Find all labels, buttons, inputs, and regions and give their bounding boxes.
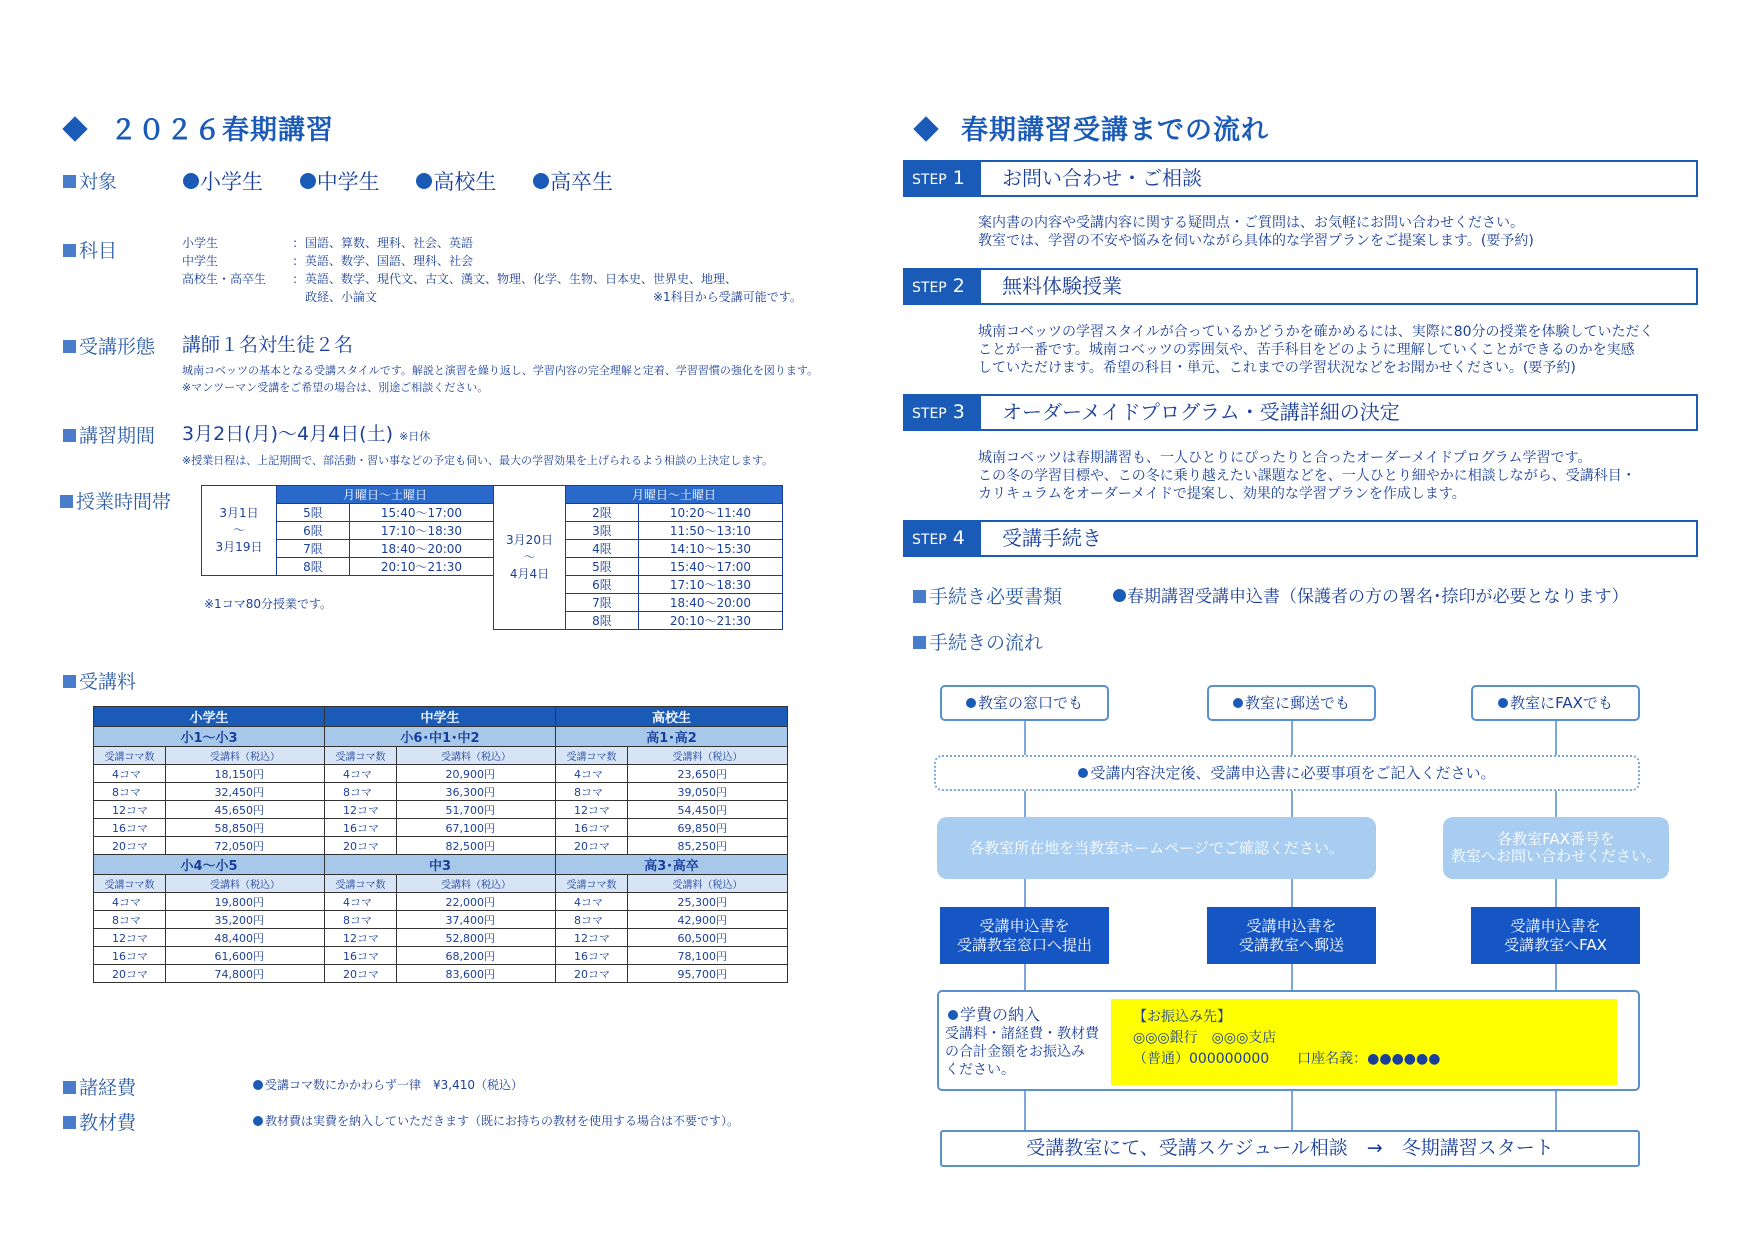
step-title: 無料体験授業 <box>1002 274 1122 298</box>
bullet-icon <box>300 173 316 189</box>
misc-value: 受講コマ数にかかわらず一律 ¥3,410（税込） <box>253 1076 523 1094</box>
flow-label: 手続きの流れ <box>913 628 1043 655</box>
period-label: 講習期間 <box>63 421 155 448</box>
left-section-title: ２０２６春期講習 <box>66 108 334 147</box>
bank-title: 【お振込み先】 <box>1133 1009 1231 1025</box>
style-desc: 城南コベッツの基本となる受講スタイルです。解説と演習を繰り返し、学習内容の完全理解と定着、学習習慣の強化を図ります。 ※マンツーマン受講をご希望の場合は、別途ご相談ください。 <box>182 364 819 394</box>
submit-mail: 受講申込書を 受講教室へ郵送 <box>1207 907 1376 964</box>
table-row: 16コマ 61,600円 16コマ 68,200円 16コマ 78,100円 <box>94 947 788 965</box>
bullet-icon <box>948 1010 958 1020</box>
timetable-1-range: 3月1日 ～ 3月19日 <box>202 486 277 576</box>
timetable-2-range: 3月20日 ～ 4月4日 <box>494 486 566 630</box>
square-bullet-icon <box>913 590 926 603</box>
final-step-box: 受講教室にて、受講スケジュール相談 → 冬期講習スタート <box>940 1130 1640 1167</box>
target-item: 高校生 <box>416 170 496 194</box>
timetable-1: 3月1日 ～ 3月19日 月曜日～土曜日 5限 15:40～17:00 6限 17:10～18:30 7限 18:40～20:00 8限 20:10～21:30 <box>201 485 494 576</box>
material-label: 教材費 <box>63 1108 136 1135</box>
bullet-icon <box>533 173 549 189</box>
table-row: 8コマ 32,450円 8コマ 36,300円 8コマ 39,050円 <box>94 783 788 801</box>
payment-box <box>937 990 1640 1091</box>
bullet-icon <box>1113 589 1126 602</box>
bank-line-2: （普通）000000000 口座名義：●●●●●● <box>1133 1051 1441 1067</box>
table-row: 4コマ 19,800円 4コマ 22,000円 4コマ 25,300円 <box>94 893 788 911</box>
step-tag: STEP 4 <box>903 520 981 557</box>
timetable-note: ※1コマ80分授業です。 <box>204 597 332 611</box>
step-title: オーダーメイドプログラム・受講詳細の決定 <box>1002 400 1400 424</box>
bullet-icon <box>1233 698 1243 708</box>
square-bullet-icon <box>63 675 76 688</box>
bullet-icon <box>183 173 199 189</box>
square-bullet-icon <box>63 340 76 353</box>
bullet-icon <box>253 1116 263 1126</box>
confirm-fax-box: 各教室FAX番号を 教室へお問い合わせください。 <box>1443 817 1669 879</box>
diamond-icon <box>913 116 938 141</box>
timetable-2-header: 月曜日～土曜日 <box>566 486 783 504</box>
subjects-lists: 国語、算数、理科、社会、英語 英語、数学、国語、理科、社会 英語、数学、現代文、古文、漢文、物理、化学、生物、日本史、世界史、地理、 政経、小論文 <box>305 236 738 304</box>
confirm-address-box: 各教室所在地を当教室ホームページでご確認ください。 <box>937 817 1376 879</box>
misc-label: 諸経費 <box>63 1073 136 1100</box>
table-row: 8コマ 35,200円 8コマ 37,400円 8コマ 42,900円 <box>94 911 788 929</box>
square-bullet-icon <box>63 175 76 188</box>
step-3-desc: 城南コベッツは春期講習も、一人ひとりにぴったりと合ったオーダーメイドプログラム学習です。 この冬の学習目標や、この冬に乗り越えたい課題などを、一人ひとり細やかに相談しながら、受講科目・ カリキュラムをオーダーメイドで提案し、効果的な学習プランを作成します。 <box>978 450 1636 502</box>
diamond-icon <box>62 116 87 141</box>
bullet-icon <box>1078 768 1088 778</box>
payment-desc: 受講料・諸経費・教材費 の合計金額をお振込み ください。 <box>945 1026 1099 1078</box>
docs-label: 手続き必要書類 <box>913 582 1062 609</box>
step-2 <box>903 268 1698 305</box>
step-3 <box>903 394 1698 431</box>
subjects-label: 科目 <box>63 236 117 263</box>
table-row: 4コマ 18,150円 4コマ 20,900円 4コマ 23,650円 <box>94 765 788 783</box>
square-bullet-icon <box>913 636 926 649</box>
method-fax: 教室にFAXでも <box>1471 685 1640 721</box>
square-bullet-icon <box>60 495 73 508</box>
timetable-1-header: 月曜日～土曜日 <box>277 486 494 504</box>
subjects-colons: : : : <box>293 236 298 286</box>
step-title: お問い合わせ・ご相談 <box>1002 166 1202 190</box>
period-note: ※授業日程は、上記期間で、部活動・習い事などの予定も伺い、最大の学習効果を上げられるよう相談の上決定します。 <box>182 454 774 467</box>
subjects-note: ※1科目から受講可能です。 <box>653 290 802 304</box>
right-section-title: 春期講習受講までの流れ <box>917 108 1269 147</box>
step-4 <box>903 520 1698 557</box>
bank-info <box>1111 999 1617 1085</box>
table-row: 20コマ 72,050円 20コマ 82,500円 20コマ 85,250円 <box>94 837 788 855</box>
bank-line-1: ◎◎◎銀行 ◎◎◎支店 <box>1133 1030 1277 1046</box>
square-bullet-icon <box>63 1081 76 1094</box>
bullet-icon <box>1498 698 1508 708</box>
timetable-label: 授業時間帯 <box>60 487 171 514</box>
target-item: 小学生 <box>183 170 263 194</box>
bullet-icon <box>416 173 432 189</box>
style-label: 受講形態 <box>63 332 155 359</box>
bullet-icon <box>966 698 976 708</box>
step-1 <box>903 160 1698 197</box>
step-tag: STEP 1 <box>903 160 981 197</box>
target-list <box>183 166 613 196</box>
fee-label: 受講料 <box>63 667 136 694</box>
target-item: 高卒生 <box>533 170 613 194</box>
fill-instruction: 受講内容決定後、受講申込書に必要事項をご記入ください。 <box>934 755 1640 791</box>
style-value: 講師１名対生徒２名 <box>182 334 354 356</box>
square-bullet-icon <box>63 244 76 257</box>
method-counter: 教室の窓口でも <box>940 685 1109 721</box>
subjects-grades: 小学生 中学生 高校生・高卒生 <box>182 236 267 286</box>
fee-table: 小学生 中学生 高校生 小1～小3 小6･中1･中2 高1･高2 受講コマ数 受講料（税込） 受講コマ数 受講料（税込） 受講コマ数 受講料（税込） 4コマ 18,150円 4コマ 20,900円 4コマ 23,650円 8コマ 32,450円 8コマ 36,300円 8コマ 39,050円 12コマ 45,650円 12コマ 51,700円 12コマ 54,450円 16コマ 58,850円 16コマ 67,100円 16コマ 69,850円 20コマ 72,050円 20コマ 82,500円 20コマ 85,250円 小4～小5 中3 高3･高卒 受講コマ数 受講料（税込） 受講コマ数 受講料（税込） 受講コマ数 受講料（税込） 4コマ 19,800円 4コマ 22,000円 4コマ 25,300円 8コマ 35,200円 8コマ 37,400円 8コマ 42,900円 12コマ 48,400円 12コマ 52,800円 12コマ 60,500円 16コマ 61,600円 16コマ 68,200円 16コマ 78,100円 20コマ 74,800円 20コマ 83,600円 20コマ 95,700円 <box>93 706 788 983</box>
square-bullet-icon <box>63 429 76 442</box>
period-value: 3月2日(月)～4月4日(土) ※日休 <box>182 423 431 445</box>
payment-title: 学費の納入 <box>948 1002 1040 1025</box>
table-row: 12コマ 48,400円 12コマ 52,800円 12コマ 60,500円 <box>94 929 788 947</box>
step-1-desc: 案内書の内容や受講内容に関する疑問点・ご質問は、お気軽にお問い合わせください。 教室では、学習の不安や悩みを伺いながら具体的な学習プランをご提案します。(要予約) <box>978 215 1534 249</box>
step-title: 受講手続き <box>1002 526 1102 550</box>
table-row: 12コマ 45,650円 12コマ 51,700円 12コマ 54,450円 <box>94 801 788 819</box>
square-bullet-icon <box>63 1116 76 1129</box>
target-label: 対象 <box>63 167 117 194</box>
submit-fax: 受講申込書を 受講教室へFAX <box>1471 907 1640 964</box>
material-value: 教材費は実費を納入していただきます（既にお持ちの教材を使用する場合は不要です）。 <box>253 1112 739 1130</box>
target-item: 中学生 <box>300 170 380 194</box>
table-row: 16コマ 58,850円 16コマ 67,100円 16コマ 69,850円 <box>94 819 788 837</box>
step-tag: STEP 2 <box>903 268 981 305</box>
bullet-icon <box>253 1080 263 1090</box>
submit-counter: 受講申込書を 受講教室窓口へ提出 <box>940 907 1109 964</box>
table-row: 20コマ 74,800円 20コマ 83,600円 20コマ 95,700円 <box>94 965 788 983</box>
method-mail: 教室に郵送でも <box>1207 685 1376 721</box>
step-tag: STEP 3 <box>903 394 981 431</box>
step-2-desc: 城南コベッツの学習スタイルが合っているかどうかを確かめるには、実際に80分の授業を体験していただく ことが一番です。城南コベッツの雰囲気や、苦手科目をどのように理解していくことができるのかを実感 していただけます。希望の科目・単元、これまでの学習状況などをお聞かせください。(要予約) <box>978 324 1654 376</box>
docs-value: 春期講習受講申込書（保護者の方の署名･捺印が必要となります） <box>1113 582 1629 607</box>
timetable-2: 3月20日 ～ 4月4日 月曜日～土曜日 2限 10:20～11:40 3限 11:50～13:10 4限 14:10～15:30 5限 15:40～17:00 6限 17:10～18:30 7限 18:40～20:00 8限 20:10～21:30 <box>493 485 783 630</box>
